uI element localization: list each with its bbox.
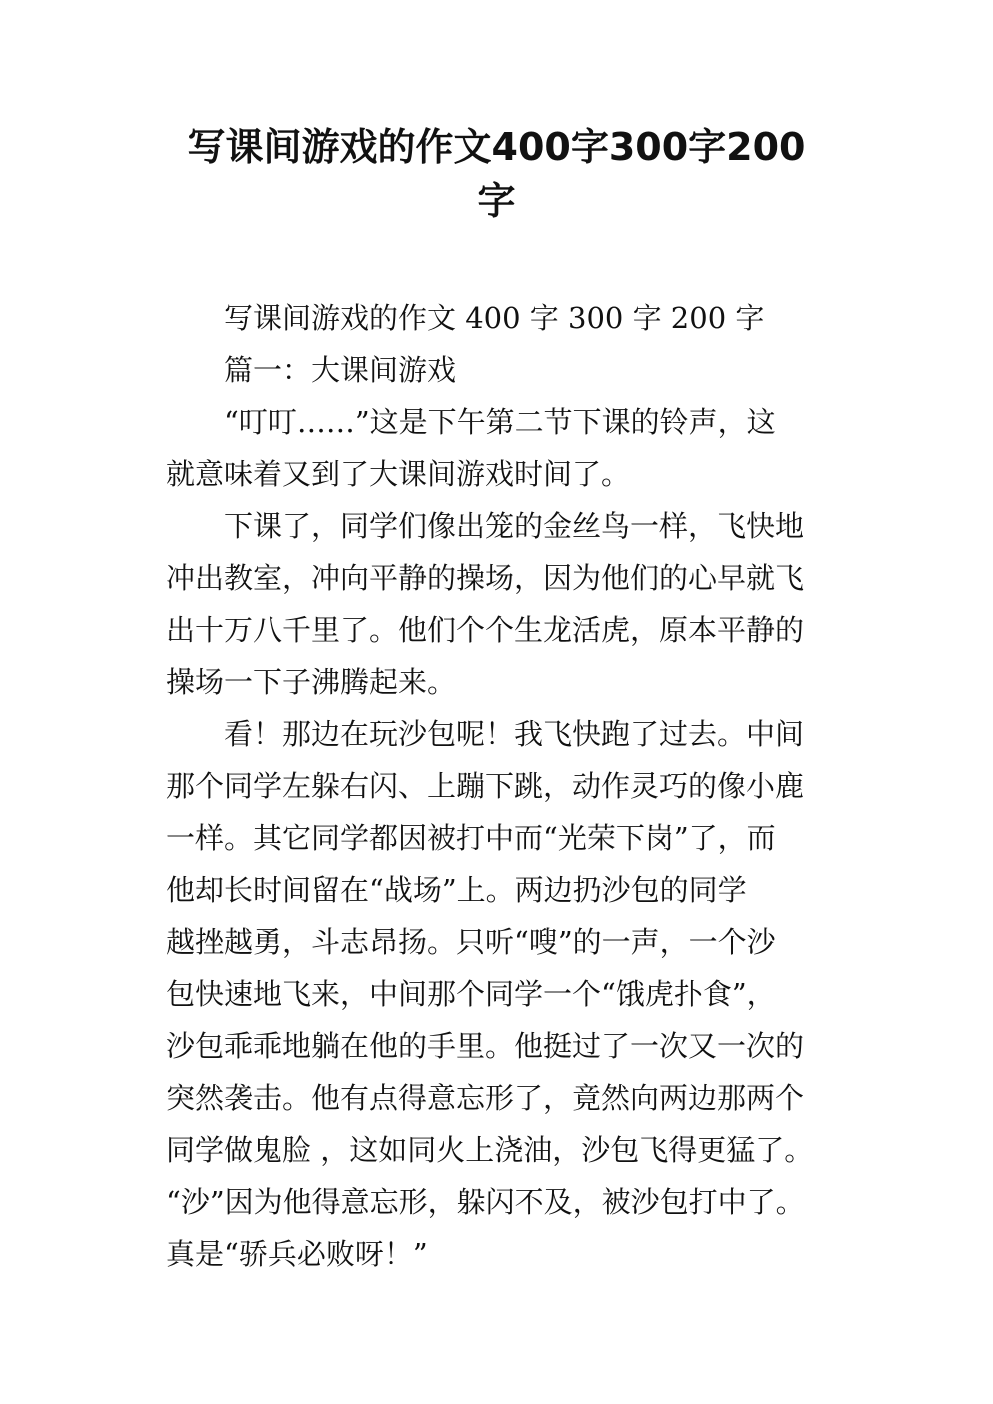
paragraph-line: 沙包乖乖地躺在他的手里。他挺过了一次又一次的 — [166, 1029, 805, 1063]
paragraph-2 — [166, 500, 856, 708]
paragraph-line: 操场一下子沸腾起来。 — [166, 665, 457, 699]
paragraph-line: 真是“骄兵必败呀！” — [166, 1237, 428, 1271]
paragraph-line: 看！那边在玩沙包呢！我飞快跑了过去。中间 — [224, 717, 805, 751]
paragraph-line: 突然袭击。他有点得意忘形了，竟然向两边那两个 — [166, 1081, 805, 1115]
paragraph-3 — [166, 708, 856, 1280]
document-title-line-1: 写课间游戏的作文400字300字200 — [187, 125, 806, 169]
document-body — [166, 292, 856, 1280]
paragraph-line: “沙”因为他得意忘形，躲闪不及，被沙包打中了。 — [166, 1185, 805, 1219]
paragraph-line: 出十万八千里了。他们个个生龙活虎，原本平静的 — [166, 613, 805, 647]
paragraph-line: “叮叮……”这是下午第二节下课的铃声，这 — [224, 405, 776, 439]
document-title — [150, 120, 843, 228]
paragraph-line: 他却长时间留在“战场”上。两边扔沙包的同学 — [166, 873, 747, 907]
paragraph-line: 下课了，同学们像出笼的金丝鸟一样，飞快地 — [224, 509, 805, 543]
paragraph-line: 包快速地飞来，中间那个同学一个“饿虎扑食”， — [166, 977, 776, 1011]
paragraph-line: 越挫越勇，斗志昂扬。只听“嗖”的一声，一个沙 — [166, 925, 776, 959]
paragraph-line: 一样。其它同学都因被打中而“光荣下岗”了，而 — [166, 821, 776, 855]
subtitle-line: 写课间游戏的作文 400 字 300 字 200 字 — [224, 301, 765, 335]
paragraph-1 — [166, 396, 856, 500]
paragraph-line: 同学做鬼脸 ，这如同火上浇油，沙包飞得更猛了。 — [166, 1133, 814, 1167]
paragraph-line: 那个同学左躲右闪、上蹦下跳，动作灵巧的像小鹿 — [166, 769, 805, 803]
paragraph-line: 就意味着又到了大课间游戏时间了。 — [166, 457, 631, 491]
section-heading: 篇一：大课间游戏 — [224, 353, 457, 387]
document-title-line-2: 字 — [477, 179, 516, 223]
paragraph-line: 冲出教室，冲向平静的操场，因为他们的心早就飞 — [166, 561, 805, 595]
